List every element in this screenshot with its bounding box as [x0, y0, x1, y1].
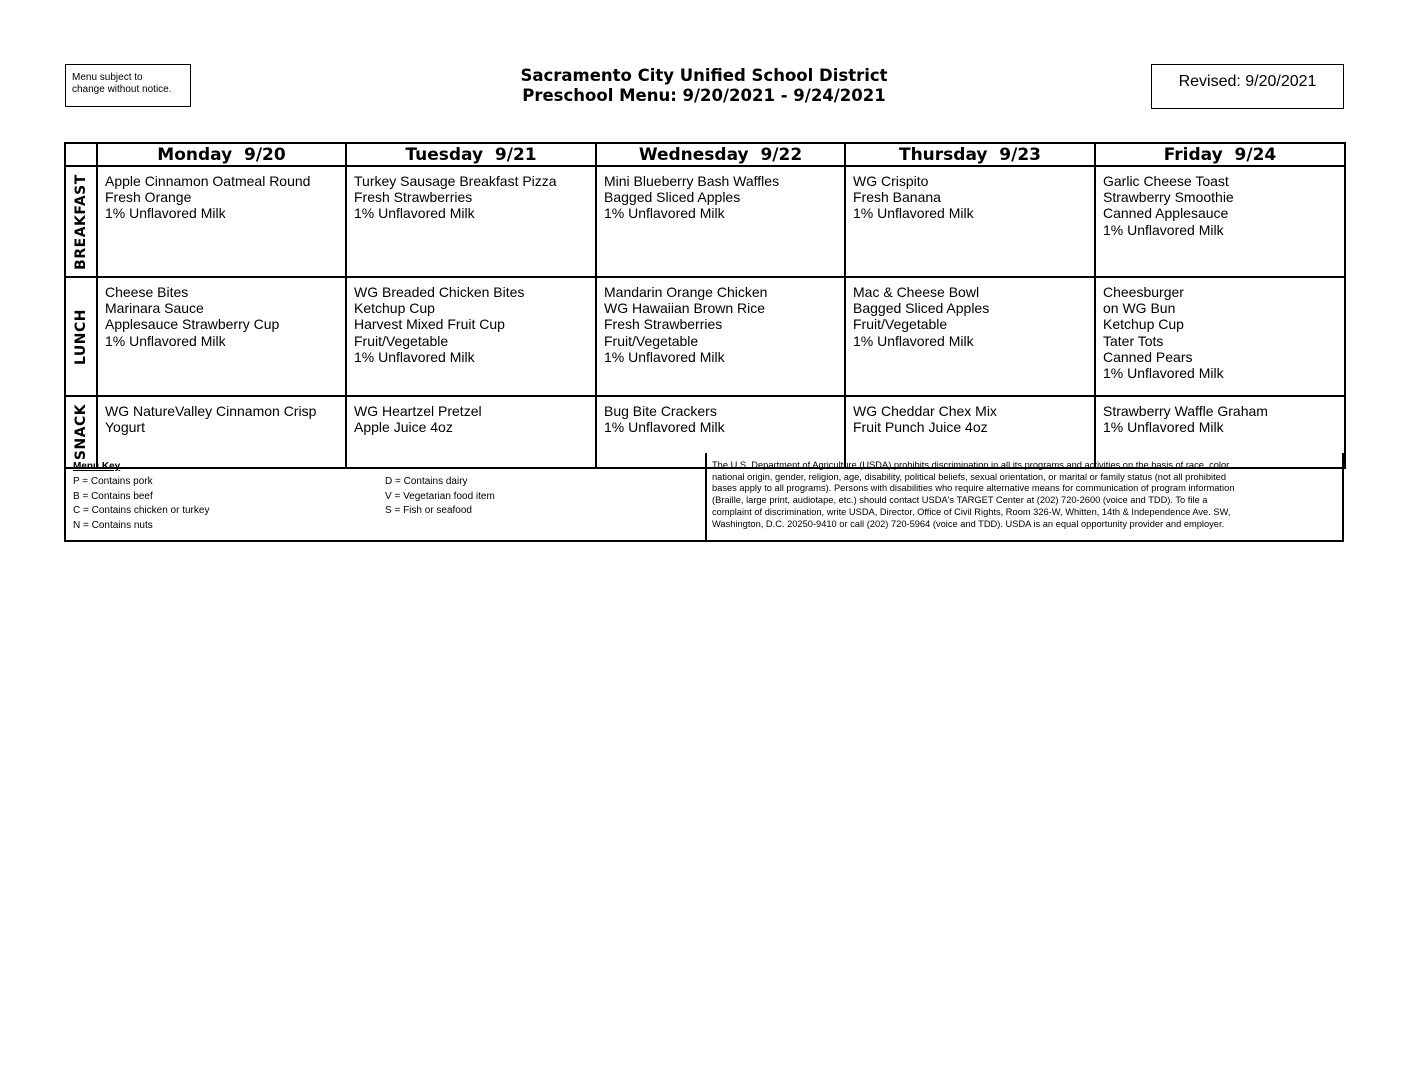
day-header-thursday: Thursday 9/23 [845, 143, 1095, 166]
menu-item: Canned Pears [1103, 348, 1193, 365]
menu-item: 1% Unflavored Milk [105, 332, 226, 349]
revised-date-box: Revised: 9/20/2021 [1151, 64, 1344, 109]
meal-label-text: LUNCH [73, 308, 89, 365]
menu-item: Strawberry Waffle Graham [1103, 403, 1268, 419]
usda-statement [712, 460, 1337, 530]
menu-cell [1095, 277, 1345, 396]
menu-cell [346, 277, 596, 396]
page-title [300, 66, 1108, 106]
usda-line: Washington, D.C. 20250-9410 or call (202) 720-5964 (voice and TDD). USDA is an equal opportunity provider and employer. [712, 518, 1225, 529]
menu-item: Fruit/Vegetable [604, 332, 699, 349]
menu-item: Strawberry Smoothie [1103, 189, 1234, 206]
day-header-row [65, 143, 1345, 166]
menu-item: 1% Unflavored Milk [604, 419, 725, 436]
menu-item: Cheese Bites [105, 284, 189, 300]
menu-item: 1% Unflavored Milk [604, 348, 725, 365]
menu-cell [1095, 166, 1345, 277]
menu-key-column-2 [385, 475, 495, 519]
menu-item: 1% Unflavored Milk [1103, 419, 1224, 436]
menu-item: 1% Unflavored Milk [354, 348, 475, 365]
menu-item: Fresh Banana [853, 189, 941, 206]
menu-item: Applesauce Strawberry Cup [105, 316, 280, 333]
menu-item: Fresh Orange [105, 189, 192, 206]
menu-date-range-title: Preschool Menu: 9/20/2021 - 9/24/2021 [522, 86, 886, 105]
menu-key-title: Menu Key [73, 461, 121, 472]
usda-line: complaint of discrimination, write USDA, Director, Office of Civil Rights, Room 326-W, Whitten, 14th & Independence Ave. SW, [712, 506, 1231, 517]
menu-key-item: C = Contains chicken or turkey [73, 505, 210, 516]
meal-label-text: SNACK [73, 403, 89, 461]
day-header-wednesday: Wednesday 9/22 [596, 143, 845, 166]
menu-item: Fresh Strawberries [354, 189, 473, 206]
menu-item: Fruit/Vegetable [853, 316, 948, 333]
menu-cell [596, 166, 845, 277]
menu-item: Fresh Strawberries [604, 316, 723, 333]
menu-item: Turkey Sausage Breakfast Pizza [354, 173, 557, 189]
menu-item: Mandarin Orange Chicken [604, 284, 768, 300]
menu-item: Garlic Cheese Toast [1103, 173, 1229, 189]
corner-cell [65, 143, 97, 166]
menu-item: Mac & Cheese Bowl [853, 284, 980, 300]
menu-key-item: N = Contains nuts [73, 519, 153, 531]
footer-box [64, 453, 1344, 542]
menu-item: 1% Unflavored Milk [105, 205, 226, 222]
menu-item: WG Cheddar Chex Mix [853, 403, 997, 419]
menu-item: 1% Unflavored Milk [853, 205, 974, 222]
menu-notice-box [65, 64, 191, 107]
menu-item: WG Heartzel Pretzel [354, 403, 482, 419]
menu-item: 1% Unflavored Milk [1103, 221, 1224, 238]
footer-divider [705, 453, 707, 540]
menu-cell [845, 166, 1095, 277]
menu-cell [97, 277, 346, 396]
menu-item: 1% Unflavored Milk [604, 205, 725, 222]
menu-item: 1% Unflavored Milk [354, 205, 475, 222]
usda-line: bases apply to all programs). Persons with disabilities who require alternative means for communication of program information [712, 483, 1235, 494]
menu-item: Apple Juice 4oz [354, 419, 453, 436]
menu-cell [845, 277, 1095, 396]
menu-item: Cheesburger [1103, 284, 1184, 300]
menu-item: on WG Bun [1103, 300, 1176, 317]
menu-item: Apple Cinnamon Oatmeal Round [105, 173, 311, 189]
menu-table [64, 142, 1346, 469]
menu-key-column-1 [73, 475, 209, 533]
day-header-monday: Monday 9/20 [97, 143, 346, 166]
meal-label-breakfast [65, 166, 97, 277]
menu-item: Marinara Sauce [105, 300, 204, 317]
menu-key-item: S = Fish or seafood [385, 505, 472, 516]
menu-key-item: D = Contains dairy [385, 476, 468, 487]
meal-label-lunch [65, 277, 97, 396]
menu-item: Fruit/Vegetable [354, 332, 449, 349]
menu-key-item: P = Contains pork [73, 476, 153, 487]
menu-item: Mini Blueberry Bash Waffles [604, 173, 780, 189]
menu-item: WG Hawaiian Brown Rice [604, 300, 766, 317]
menu-key-item: V = Vegetarian food item [385, 490, 495, 502]
menu-key [73, 460, 693, 531]
menu-item: Ketchup Cup [354, 300, 435, 317]
menu-item: Bug Bite Crackers [604, 403, 717, 419]
menu-cell [596, 277, 845, 396]
menu-item: WG Breaded Chicken Bites [354, 284, 525, 300]
district-title: Sacramento City Unified School District [520, 66, 888, 85]
menu-item: Canned Applesauce [1103, 205, 1229, 222]
usda-line: (Braille, large print, audiotape, etc.) should contact USDA's TARGET Center at (202) 720-2600 (voice and TDD). To file a [712, 495, 1208, 506]
menu-item: Tater Tots [1103, 332, 1164, 349]
menu-item: WG Crispito [853, 173, 929, 189]
menu-item: 1% Unflavored Milk [853, 332, 974, 349]
menu-item: Bagged Sliced Apples [604, 189, 741, 206]
menu-item: Fruit Punch Juice 4oz [853, 419, 988, 436]
menu-item: Bagged Sliced Apples [853, 300, 990, 317]
menu-cell [346, 166, 596, 277]
meal-label-text: BREAKFAST [73, 173, 89, 270]
menu-item: Yogurt [105, 419, 145, 436]
menu-item: WG NatureValley Cinnamon Crisp [105, 403, 317, 419]
breakfast-row [65, 166, 1345, 277]
lunch-row [65, 277, 1345, 396]
day-header-friday: Friday 9/24 [1095, 143, 1345, 166]
menu-item: Harvest Mixed Fruit Cup [354, 316, 505, 333]
usda-line: The U.S. Department of Agriculture (USDA) prohibits discrimination in all its programs and activities on the basis of race, color, [712, 460, 1232, 470]
menu-key-item: B = Contains beef [73, 490, 153, 502]
menu-item: 1% Unflavored Milk [1103, 365, 1224, 382]
menu-item: Ketchup Cup [1103, 316, 1184, 333]
notice-line-2: change without notice. [72, 84, 172, 95]
notice-line-1: Menu subject to [72, 72, 143, 83]
menu-cell [97, 166, 346, 277]
usda-line: national origin, gender, religion, age, disability, political beliefs, sexual orientation, or marital or family status (not all prohibited [712, 471, 1227, 482]
day-header-tuesday: Tuesday 9/21 [346, 143, 596, 166]
